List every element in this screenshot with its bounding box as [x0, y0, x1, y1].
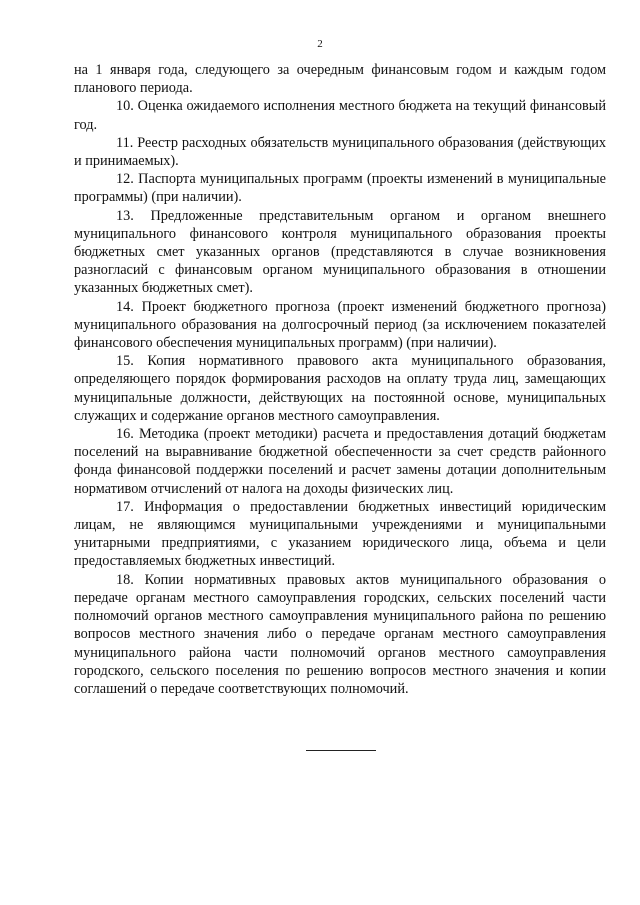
- paragraph-item-10: 10. Оценка ожидаемого исполнения местного бюджета на текущий финансовый год.: [74, 98, 606, 133]
- paragraph-item-17: 17. Информация о предоставлении бюджетных инвестиций юридическим лицам, не являющимся муниципальными учреждениями и муниципальными унитарными предприятиями, с указанием юридического лица, объема и цели предоставляемых бюджетных инвестиций.: [74, 498, 606, 570]
- page-number: 2: [317, 38, 323, 50]
- paragraph-item-13: 13. Предложенные представительным органом и органом внешнего муниципального финансового контроля муниципального образования проекты бюджетных смет указанных органов (представляются в случае возникновения разногласий с финансовым органом муниципального образования в отношении указанных бюджетных смет).: [74, 207, 606, 297]
- paragraph-item-18: 18. Копии нормативных правовых актов муниципального образования о передаче органам местного самоуправления городских, сельских поселений части полномочий органов местного самоуправления муниципального района по решению вопросов местного значения либо о передаче органам местного самоуправления муниципального района части полномочий органов местного самоуправления городского, сельского поселения по решению вопросов местного значения и копии соглашений о передаче соответствующих полномочий.: [74, 571, 606, 697]
- paragraph-item-14: 14. Проект бюджетного прогноза (проект изменений бюджетного прогноза) муниципального образования на долгосрочный период (за исключением показателей финансового обеспечения муниципальных программ) (при наличии).: [74, 298, 606, 352]
- paragraph-item-16: 16. Методика (проект методики) расчета и предоставления дотаций бюджетам поселений на выравнивание бюджетной обеспеченности за счет средств районного фонда финансовой поддержки поселений и расчет замены дотации дополнительным нормативом отчислений от налога на доходы физических лиц.: [74, 426, 606, 497]
- paragraph-continuation: на 1 января года, следующего за очередным финансовым годом и каждым годом планового периода.: [74, 62, 606, 97]
- paragraph-item-12: 12. Паспорта муниципальных программ (проекты изменений в муниципальные программы) (при наличии).: [74, 171, 606, 206]
- paragraph-item-15: 15. Копия нормативного правового акта муниципального образования, определяющего порядок формирования расходов на оплату труда лиц, замещающих муниципальные должности, действующих на постоянной основе, муниципальных служащих и содержание органов местного самоуправления.: [74, 353, 606, 424]
- end-of-document-rule: [306, 750, 376, 751]
- document-body: [74, 61, 606, 698]
- paragraph-item-11: 11. Реестр расходных обязательств муниципального образования (действующих и принимаемых).: [74, 134, 606, 170]
